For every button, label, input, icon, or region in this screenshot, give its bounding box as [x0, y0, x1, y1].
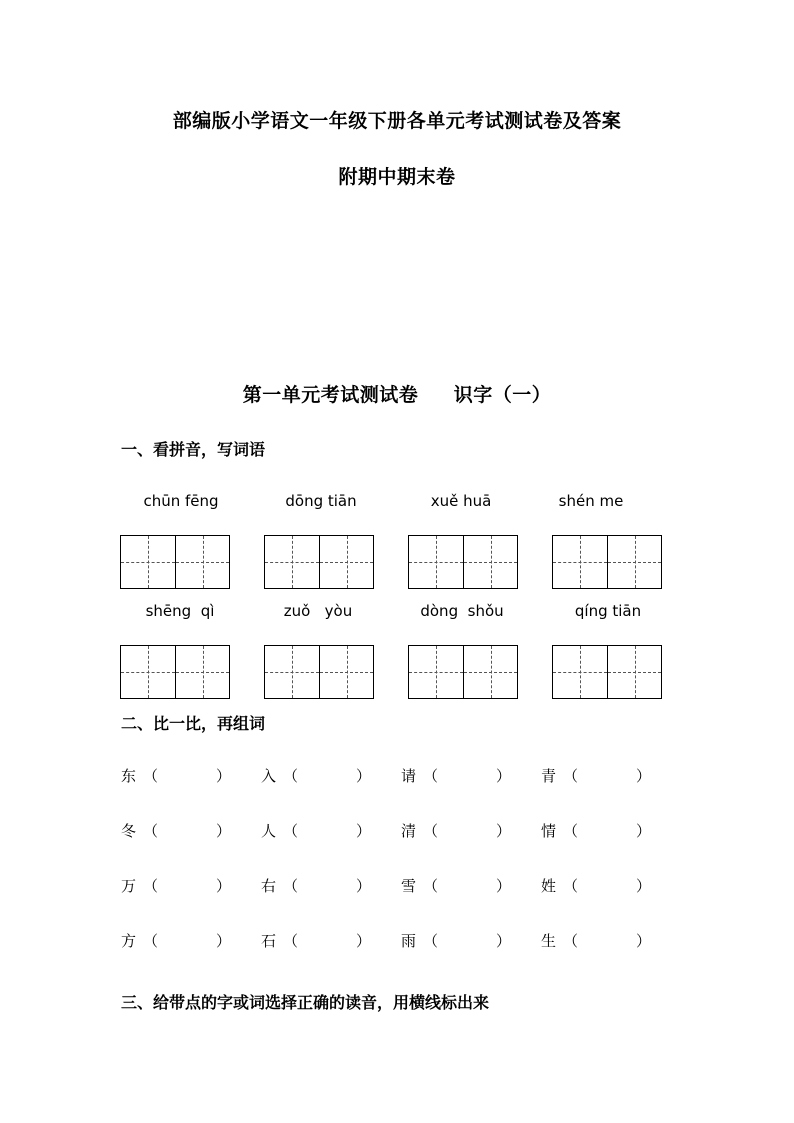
document-subtitle: 附期中期末卷 — [338, 166, 456, 188]
writing-cell[interactable] — [319, 536, 373, 588]
compare-item[interactable]: 东 （ ） — [121, 767, 232, 785]
section-3-heading: 三、给带点的字或词选择正确的读音，用横线标出来 — [121, 993, 490, 1012]
compare-row — [0, 930, 794, 954]
compare-item[interactable]: 万 （ ） — [121, 877, 232, 895]
compare-char: 石 — [261, 932, 277, 950]
compare-item[interactable]: 方 （ ） — [121, 932, 232, 950]
writing-cell[interactable] — [607, 646, 661, 698]
compare-row — [0, 765, 794, 789]
writing-grid[interactable] — [264, 535, 374, 589]
compare-char: 雪 — [401, 877, 417, 895]
writing-grid[interactable] — [408, 645, 518, 699]
writing-grid-row — [0, 645, 794, 699]
compare-row — [0, 875, 794, 899]
compare-item[interactable]: 情 （ ） — [541, 822, 652, 840]
compare-item[interactable]: 生 （ ） — [541, 932, 652, 950]
compare-item[interactable]: 雪 （ ） — [401, 877, 512, 895]
compare-char: 方 — [121, 932, 137, 950]
writing-cell[interactable] — [607, 536, 661, 588]
compare-row — [0, 820, 794, 844]
compare-char: 雨 — [401, 932, 417, 950]
compare-char: 情 — [541, 822, 557, 840]
pinyin-label: qíng tiān — [574, 602, 642, 620]
writing-grid[interactable] — [408, 535, 518, 589]
pinyin-label: dōng tiān — [285, 492, 357, 510]
writing-grid[interactable] — [552, 535, 662, 589]
compare-item[interactable]: 右 （ ） — [261, 877, 372, 895]
compare-item[interactable]: 入 （ ） — [261, 767, 372, 785]
pinyin-label: shén me — [558, 492, 624, 510]
compare-char: 入 — [261, 767, 277, 785]
writing-cell[interactable] — [121, 536, 175, 588]
compare-char: 请 — [401, 767, 417, 785]
compare-item[interactable]: 请 （ ） — [401, 767, 512, 785]
compare-char: 万 — [121, 877, 137, 895]
unit-title: 第一单元考试测试卷 识字（一） — [242, 384, 552, 406]
writing-cell[interactable] — [553, 646, 607, 698]
compare-item[interactable]: 冬 （ ） — [121, 822, 232, 840]
compare-item[interactable]: 青 （ ） — [541, 767, 652, 785]
compare-char: 人 — [261, 822, 277, 840]
writing-cell[interactable] — [121, 646, 175, 698]
compare-char: 生 — [541, 932, 557, 950]
pinyin-row — [0, 602, 794, 626]
compare-char: 冬 — [121, 822, 137, 840]
compare-item[interactable]: 姓 （ ） — [541, 877, 652, 895]
writing-grid[interactable] — [264, 645, 374, 699]
writing-grid[interactable] — [120, 645, 230, 699]
writing-grid[interactable] — [552, 645, 662, 699]
writing-grid[interactable] — [120, 535, 230, 589]
compare-char: 东 — [121, 767, 137, 785]
writing-cell[interactable] — [553, 536, 607, 588]
document-title: 部编版小学语文一年级下册各单元考试测试卷及答案 — [172, 110, 622, 132]
pinyin-label: zuǒ yòu — [283, 602, 353, 620]
compare-char: 清 — [401, 822, 417, 840]
writing-cell[interactable] — [175, 536, 229, 588]
pinyin-row — [0, 492, 794, 516]
pinyin-label: xuě huā — [430, 492, 492, 510]
section-1-heading: 一、看拼音，写词语 — [121, 440, 266, 459]
pinyin-label: dòng shǒu — [420, 602, 504, 620]
writing-cell[interactable] — [409, 646, 463, 698]
section-2-heading: 二、比一比，再组词 — [121, 714, 266, 733]
writing-cell[interactable] — [175, 646, 229, 698]
writing-cell[interactable] — [463, 536, 517, 588]
compare-item[interactable]: 人 （ ） — [261, 822, 372, 840]
compare-item[interactable]: 雨 （ ） — [401, 932, 512, 950]
writing-cell[interactable] — [265, 646, 319, 698]
writing-cell[interactable] — [463, 646, 517, 698]
compare-item[interactable]: 石 （ ） — [261, 932, 372, 950]
pinyin-label: shēng qì — [145, 602, 215, 620]
compare-item[interactable]: 清 （ ） — [401, 822, 512, 840]
pinyin-label: chūn fēng — [143, 492, 219, 510]
writing-grid-row — [0, 535, 794, 589]
writing-cell[interactable] — [265, 536, 319, 588]
writing-cell[interactable] — [319, 646, 373, 698]
writing-cell[interactable] — [409, 536, 463, 588]
compare-char: 青 — [541, 767, 557, 785]
compare-char: 姓 — [541, 877, 557, 895]
compare-char: 右 — [261, 877, 277, 895]
